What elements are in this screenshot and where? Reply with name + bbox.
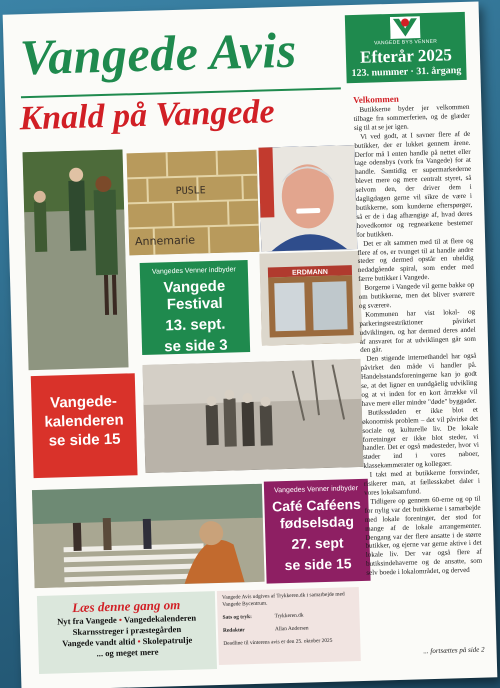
- colophon-row-editor: [223, 624, 355, 635]
- issue-season: Efterår 2025: [359, 45, 453, 67]
- article-paragraph: I takt med at butikkerne forsvinder, risikerer man, at fællesskabet daler i vores lokalsamfund.: [363, 467, 480, 497]
- contents-item-vandt[interactable]: Vangede vandt altid: [61, 636, 136, 649]
- article-paragraph: Vi ved godt, at I savner flere af de butikker, der er lukket gennem årene. Derfor må I enten handle på nettet eller tage odensbys (vork fra Vangede) for at handle. Samtidig er supermarkederne blevet mere og mere centralt styret, så selvom den, der driver dem i dagligdagen gerne vil sikre de være i butikkerne, som kunderne efterspørger, så er de i dag afhængige af, hvad deres hovedkontor og regnearkene bestemer for butikken.: [354, 129, 473, 239]
- photo-crosswalk-parade: [32, 484, 265, 588]
- masthead: [19, 21, 340, 86]
- vangede-logo-icon: [390, 16, 421, 39]
- contents-item-kalender[interactable]: Vangedekalenderen: [123, 612, 197, 625]
- newspaper-title: Vangede Avis: [19, 21, 298, 86]
- contents-item-skolepatrulje[interactable]: Skolepatrulje: [142, 634, 193, 647]
- cafe-kicker: Vangedes Venner indbyder: [273, 485, 359, 495]
- newspaper-front-page: [3, 1, 498, 688]
- photo-brick-illustration: [127, 150, 260, 256]
- welcome-article: [353, 92, 485, 655]
- bullet-icon: •: [137, 636, 141, 647]
- colophon-value-editor: Allan Andersen: [274, 625, 309, 633]
- article-paragraph: Butikkerne byder jer velkommen tilbage fra sommerferien, og de glæder sig til at se jer igen.: [353, 102, 470, 132]
- brick-text-pusle: PUSLE: [175, 185, 206, 198]
- brick-text-annemarie: Annemarie: [134, 233, 196, 249]
- cafe-date: 27. sept: [291, 534, 344, 552]
- contents-title: Læs denne gang om: [72, 597, 181, 616]
- kalender-title: Vangede-kalenderen: [44, 392, 124, 431]
- colophon-deadline: Deadline til vinterens avis er den 25. oktober 2025: [223, 637, 333, 647]
- shop-illustration: [259, 251, 362, 346]
- issue-number: 123. nummer · 31. årgang: [351, 64, 462, 80]
- contents-item-more: ... og meget mere: [96, 646, 159, 659]
- photo-old-shop: [259, 251, 362, 346]
- cafe-page-ref: se side 15: [284, 555, 352, 574]
- article-paragraph: Tidligere op gennem 60-erne og op til for nylig var det butikkerne i samarbejde med lokale foreninger, der stod for mange af de lokale arrangementer. Dengang var der flere ansatte i de større butikker, og ejerne var gerne aktive i det lokale liv. Der var også flere af butiksindehaverne og de ansatte, som selv boede i lokalområdet, og derved: [364, 494, 483, 577]
- front-headline: Knald på Vangede: [19, 93, 276, 138]
- festival-date: 13. sept.: [165, 315, 226, 335]
- colophon-label-editor: Redaktør: [222, 627, 245, 634]
- article-paragraph: Borgerne i Vangede vil gerne bakke op om butikkerne, men det bliver sværere og sværere.: [358, 280, 475, 310]
- contents-item-nyt[interactable]: Nyt fra Vangede: [56, 614, 117, 627]
- logo-caption: VANGEDE BYS VENNER: [373, 38, 438, 47]
- colophon-label-print: Sats og tryk:: [222, 614, 253, 621]
- contents-item-skarnsstreger[interactable]: Skarnsstreger i præstegården: [72, 624, 182, 638]
- colophon-intro: Vangede Avis udgives af Trykkeren.dk i samarbejde med Vangede Bycentrum.: [221, 591, 345, 608]
- colophon-value-print: Trykkeren.dk: [274, 612, 304, 620]
- festival-page-ref: se side 3: [164, 336, 228, 356]
- article-paragraph: Det er alt sammen med til at flere og flere af os, er tvunget til at handle andre steder og dermed opstår en uheldig nedadgående spiral, som ender med færre butikker i Vangede.: [357, 236, 474, 284]
- article-paragraph: Den stigende internethandel har også påvirket den måde vi handler på. Handelsstandsforeningerne kan jo godt se, at det ligner en uundgåelig udvikling og at vi inden for en kort årrække vil have mere eller mindre "døde" byggader.: [360, 352, 478, 408]
- article-body: [353, 103, 482, 578]
- article-title: Velkommen: [353, 93, 399, 106]
- kalender-page-ref: se side 15: [48, 430, 121, 450]
- contents-box: [37, 591, 217, 674]
- festival-title: Vangede Festival: [163, 277, 226, 314]
- festival-promo[interactable]: [140, 260, 251, 355]
- bullet-icon: •: [118, 614, 123, 625]
- photo-scouts-playing: [23, 149, 129, 370]
- colophon: [217, 587, 361, 665]
- parade-illustration: [32, 484, 265, 588]
- photo-brick-wall-writing: [127, 150, 260, 256]
- article-paragraph: Kommunen har vist lokal- og parkeringsrestriktioner påvirket udviklingen, og har dermed deres andel af ansvaret for at udviklingen går som den går.: [359, 307, 476, 355]
- shop-sign-text: ERDMANN: [291, 268, 328, 277]
- photo-old-children: [142, 359, 363, 473]
- cafe-title: Café Caféens fødselsdag: [271, 495, 362, 532]
- festival-kicker: Vangedes Venner indbyder: [151, 266, 236, 276]
- portrait-illustration: [258, 145, 357, 252]
- children-illustration: [142, 359, 363, 473]
- colophon-row-print: [222, 611, 354, 622]
- article-paragraph: Butikssdøden er ikke blot et økonomisk problem – det vil påvirke det sociale og kulturelle liv. De lokale forretninger er ikke blot steder, vi handler. Det er også mødesteder, hvor vi støder ind i vores naboer, klassekammerater og kollegaer.: [362, 405, 480, 471]
- photo-portrait-man: [258, 145, 357, 252]
- photo-scouts-illustration: [23, 149, 129, 370]
- cafe-promo[interactable]: [264, 479, 371, 584]
- issue-box: [345, 12, 467, 83]
- kalender-promo[interactable]: [31, 373, 138, 478]
- continued-link[interactable]: ... fortsættes på side 2: [423, 645, 485, 656]
